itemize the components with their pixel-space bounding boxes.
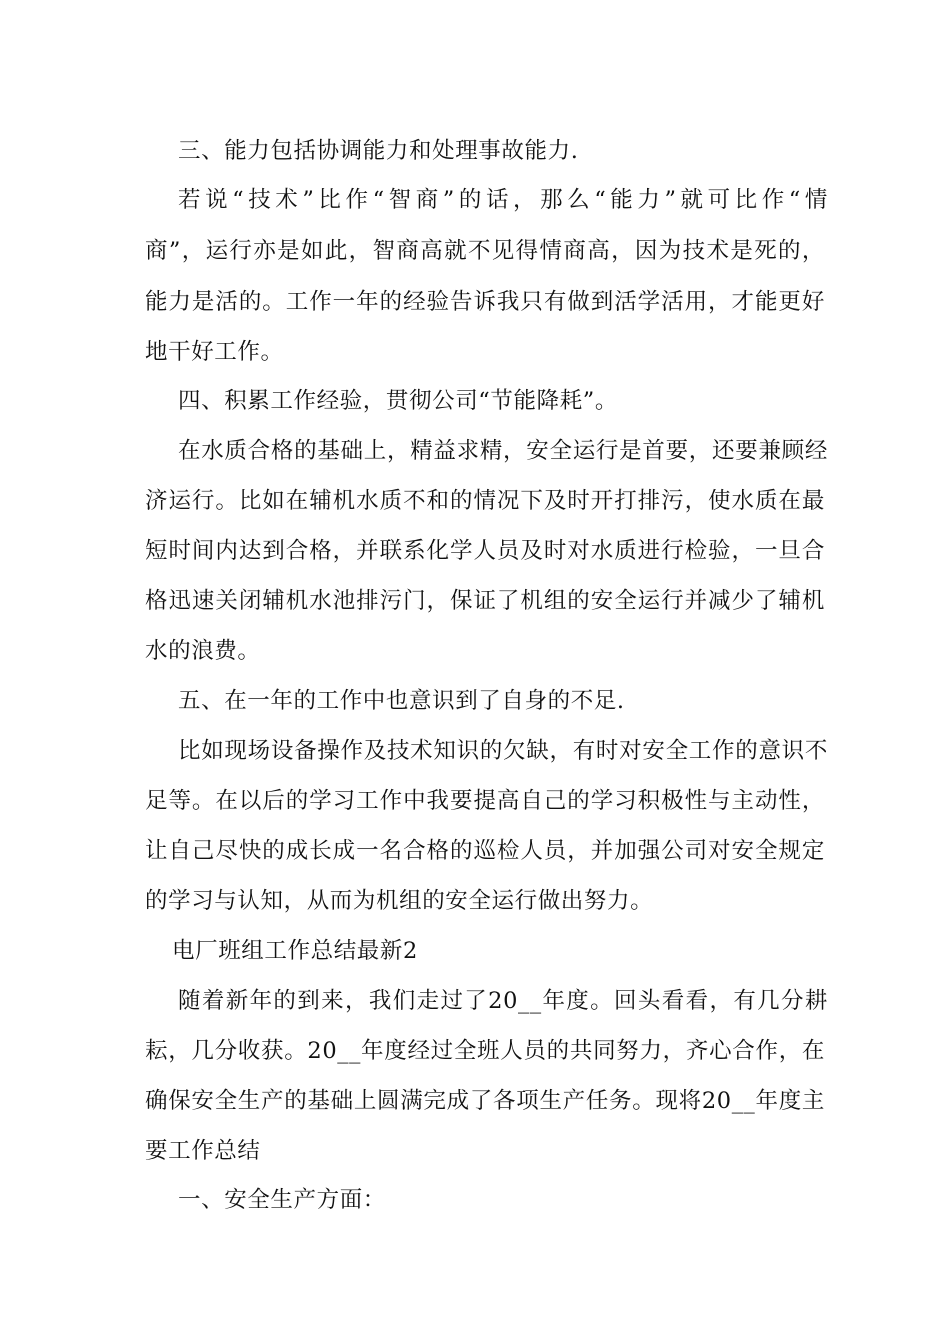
paragraph-line: 的学习与认知，从而为机组的安全运行做出努力。 xyxy=(145,888,654,914)
paragraph-line: 在水质合格的基础上，精益求精，安全运行是首要，还要兼顾经 xyxy=(178,438,828,464)
paragraph-line: 若说“技术”比作“智商”的话，那么“能力”就可比作“情 xyxy=(178,187,828,213)
paragraph-line: 水的浪费。 xyxy=(145,638,261,664)
paragraph-line: 耘，几分收获。20__年度经过全班人员的共同努力，齐心合作，在 xyxy=(145,1038,825,1064)
paragraph-line: 济运行。比如在辅机水质不和的情况下及时开打排污，使水质在最 xyxy=(145,488,825,514)
paragraph-line: 要工作总结 xyxy=(145,1138,261,1164)
section-heading-5: 五、在一年的工作中也意识到了自身的不足. xyxy=(178,688,625,714)
section-heading-3: 三、能力包括协调能力和处理事故能力. xyxy=(178,138,579,164)
paragraph-line: 确保安全生产的基础上圆满完成了各项生产任务。现将20__年度主 xyxy=(145,1088,825,1114)
paragraph-line: 短时间内达到合格，并联系化学人员及时对水质进行检验，一旦合 xyxy=(145,538,825,564)
paragraph-line: 能力是活的。工作一年的经验告诉我只有做到活学活用，才能更好 xyxy=(145,289,825,315)
paragraph-line: 商”，运行亦是如此，智商高就不见得情商高，因为技术是死的， xyxy=(145,238,825,264)
article-title: 电厂班组工作总结最新2 xyxy=(172,938,418,964)
paragraph-line: 随着新年的到来，我们走过了20__年度。回头看看，有几分耕 xyxy=(178,988,828,1014)
paragraph-line: 地干好工作。 xyxy=(145,339,284,365)
paragraph-line: 格迅速关闭辅机水池排污门，保证了机组的安全运行并减少了辅机 xyxy=(145,588,825,614)
paragraph-line: 足等。在以后的学习工作中我要提高自己的学习积极性与主动性， xyxy=(145,788,825,814)
section-heading-1: 一、安全生产方面： xyxy=(178,1187,386,1213)
paragraph-line: 比如现场设备操作及技术知识的欠缺，有时对安全工作的意识不 xyxy=(178,738,828,764)
section-heading-4: 四、积累工作经验，贯彻公司“节能降耗”。 xyxy=(178,388,619,414)
paragraph-line: 让自己尽快的成长成一名合格的巡检人员，并加强公司对安全规定 xyxy=(145,838,825,864)
